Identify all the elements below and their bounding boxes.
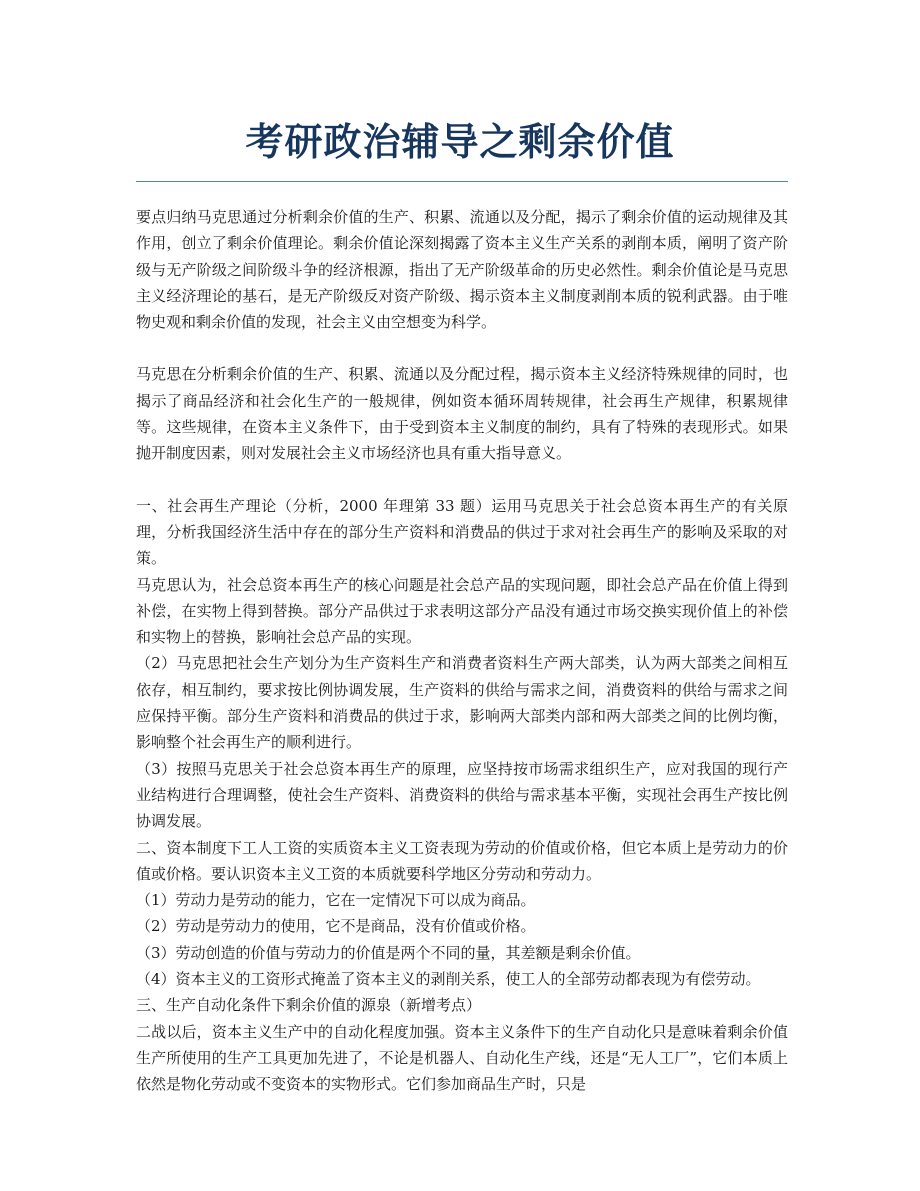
title-divider [136,181,788,182]
paragraph-section-two-point-1: （1）劳动力是劳动的能力，它在一定情况下可以成为商品。 [136,891,536,910]
paragraph-intro-summary: 要点归纳马克思通过分析剩余价值的生产、积累、流通以及分配，揭示了剩余价值的运动规律及其作用，创立了剩余价值理论。剩余价值论深刻揭露了资本主义生产关系的剥削本质，阐明了资产阶级与无产阶级之间阶级斗争的经济根源，指出了无产阶级革命的历史必然性。剩余价值论是马克思主义经济理论的基石，是无产阶级反对资产阶级、揭示资本主义制度剥削本质的锐利武器。由于唯物史观和剩余价值的发现，社会主义由空想变为科学。 [136,208,788,332]
paragraph-section-one-point-3: （3）按照马克思关于社会总资本再生产的原理，应坚持按市场需求组织生产，应对我国的现行产业结构进行合理调整，使社会生产资料、消费资料的供给与需求基本平衡，实现社会再生产按比例协调发展。 [136,759,788,831]
paragraph-section-two-point-4: （4）资本主义的工资形式掩盖了资本主义的剥削关系，使工人的全部劳动都表现为有偿劳动。 [136,970,761,989]
paragraph-section-three-heading: 三、生产自动化条件下剩余价值的源泉（新增考点） [136,996,482,1015]
paragraph-section-two-point-2: （2）劳动是劳动力的使用，它不是商品，没有价值或价格。 [136,917,536,936]
document-title: 考研政治辅导之剩余价值 [245,120,675,164]
document-body [136,204,788,1098]
paragraph-general-laws: 马克思在分析剩余价值的生产、积累、流通以及分配过程，揭示资本主义经济特殊规律的同时，也揭示了商品经济和社会化生产的一般规律，例如资本循环周转规律，社会再生产规律，积累规律等。这些规律，在资本主义条件下，由于受到资本主义制度的制约，具有了特殊的表现形式。如果抛开制度因素，则对发展社会主义市场经济也具有重大指导意义。 [136,365,788,463]
paragraph-section-two-point-3: （3）劳动创造的价值与劳动力的价值是两个不同的量，其差额是剩余价值。 [136,943,641,962]
paragraph-section-one-heading: 一、社会再生产理论（分析，2000 年理第 33 题）运用马克思关于社会总资本再生产的有关原理，分析我国经济生活中存在的部分生产资料和消费品的供过于求对社会再生产的影响及采取的对策。 [136,496,788,568]
paragraph-section-two-heading: 二、资本制度下工人工资的实质资本主义工资表现为劳动的价值或价格，但它本质上是劳动力的价值或价格。要认识资本主义工资的本质就要科学地区分劳动和劳动力。 [136,838,788,883]
paragraph-section-three-body: 二战以后，资本主义生产中的自动化程度加强。资本主义条件下的生产自动化只是意味着剩余价值生产所使用的生产工具更加先进了，不论是机器人、自动化生产线，还是“无人工厂”，它们本质上依然是物化劳动或不变资本的实物形式。它们参加商品生产时，只是 [136,1022,788,1094]
paragraph-section-one-point-2: （2）马克思把社会生产划分为生产资料生产和消费者资料生产两大部类，认为两大部类之间相互依存，相互制约，要求按比例协调发展，生产资料的供给与需求之间，消费资料的供给与需求之间应保持平衡。部分生产资料和消费品的供过于求，影响两大部类内部和两大部类之间的比例均衡，影响整个社会再生产的顺利进行。 [136,654,788,752]
paragraph-section-one-point-1: 马克思认为，社会总资本再生产的核心问题是社会总产品的实现问题，即社会总产品在价值上得到补偿，在实物上得到替换。部分产品供过于求表明这部分产品没有通过市场交换实现价值上的补偿和实物上的替换，影响社会总产品的实现。 [136,575,788,647]
